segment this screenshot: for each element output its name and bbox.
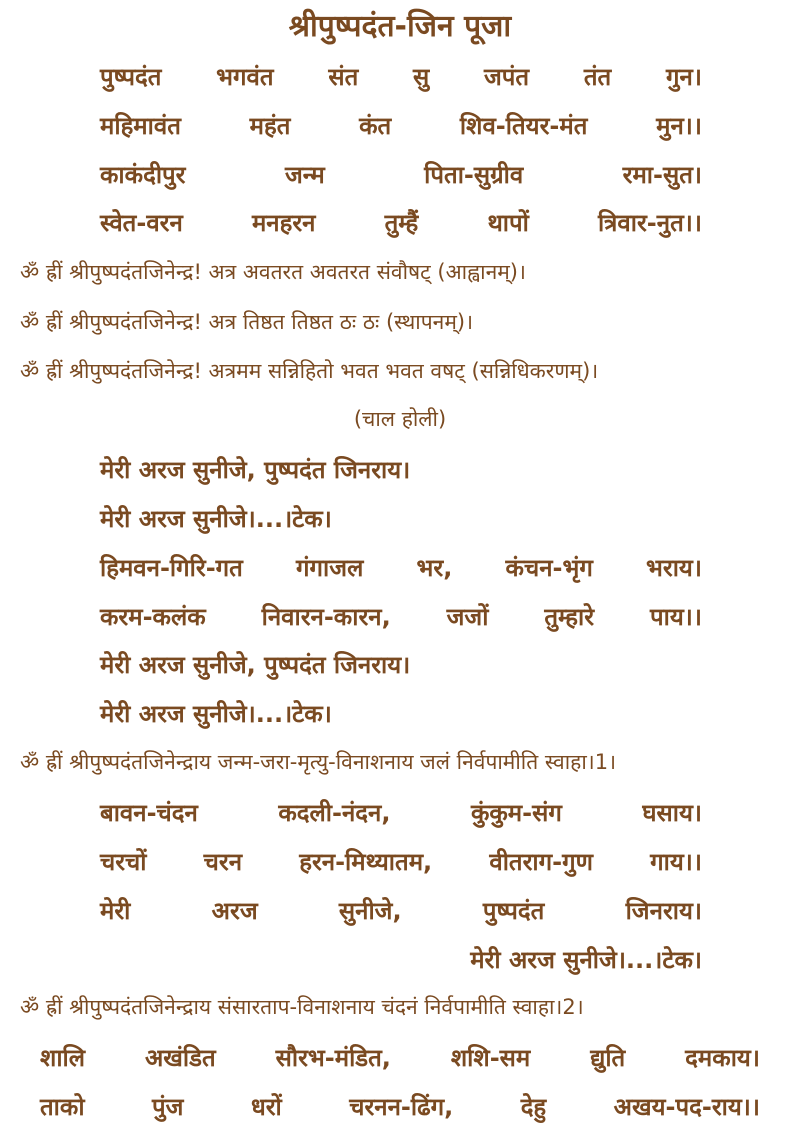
- verse-word: सु: [413, 63, 430, 91]
- verse-line: [100, 206, 702, 239]
- verse-line: [100, 796, 702, 829]
- refrain-line: मेरी अरज सुनीजे।...।टेक।: [470, 946, 702, 974]
- offering-line: ॐ ह्रीं श्रीपुष्पदंतजिनेन्द्राय संसारताप-विनाशनाय चंदनं निर्वपामीति स्वाहा।2।: [20, 995, 584, 1019]
- verse-word: तंत: [583, 63, 612, 91]
- verse-word: गंगाजल: [296, 554, 364, 582]
- refrain-line: मेरी अरज सुनीजे।...।टेक।: [100, 700, 332, 728]
- verse-word: भर,: [416, 554, 453, 582]
- verse-word: शशि-सम: [450, 1044, 531, 1072]
- verse-word: कंत: [359, 112, 392, 140]
- verse-word: रमा-सुत।: [622, 161, 702, 189]
- refrain-line: मेरी अरज सुनीजे, पुष्पदंत जिनराय।: [100, 456, 411, 484]
- tune-label: (चाल होली): [353, 407, 447, 431]
- verse-word: भगवंत: [216, 63, 274, 91]
- verse-word: स्वेत-वरन: [100, 209, 183, 237]
- verse-word: द्युति: [590, 1044, 626, 1072]
- verse-word: गुन।: [665, 63, 702, 91]
- verse-word: चरचों: [100, 848, 147, 876]
- verse-word: हिमवन-गिरि-गत: [100, 554, 243, 582]
- page-title: श्रीपुष्पदंत-जिन पूजा: [288, 9, 512, 44]
- verse-word: धरों: [250, 1093, 282, 1121]
- verse-word: त्रिवार-नुत।।: [597, 209, 702, 237]
- verse-word: महंत: [249, 112, 291, 140]
- verse-word: अरज: [211, 897, 258, 925]
- invocation-line: ॐ ह्रीं श्रीपुष्पदंतजिनेन्द्र! अत्र तिष्ठत तिष्ठत ठः ठः (स्थापनम्)।: [20, 310, 474, 334]
- verse-word: सुनीजे,: [338, 897, 402, 925]
- offering-line: ॐ ह्रीं श्रीपुष्पदंतजिनेन्द्राय जन्म-जरा-मृत्यु-विनाशनाय जलं निर्वपामीति स्वाहा।1।: [20, 750, 617, 774]
- verse-line: [40, 1090, 760, 1123]
- verse-word: वीतराग-गुण: [489, 848, 593, 876]
- verse-word: भराय।: [646, 554, 702, 582]
- verse-word: मुन।।: [656, 112, 702, 140]
- verse-line: [100, 109, 702, 142]
- verse-word: पाय।।: [650, 603, 702, 631]
- verse-word: घसाय।: [642, 799, 702, 827]
- verse-word: चरनन-ढिंग,: [349, 1093, 454, 1121]
- verse-word: कदली-नंदन,: [278, 799, 391, 827]
- verse-word: कंचन-भृंग: [505, 554, 593, 582]
- verse-word: मनहरन: [251, 209, 316, 237]
- verse-word: तुम्हैं: [384, 209, 419, 237]
- verse-word: पुंज: [152, 1093, 184, 1121]
- verse-word: जन्म: [284, 161, 325, 189]
- invocation-line: ॐ ह्रीं श्रीपुष्पदंतजिनेन्द्र! अत्रमम सन्निहितो भवत भवत वषट् (सन्निधिकरणम्)।: [20, 359, 599, 383]
- verse-line: [100, 60, 702, 93]
- verse-word: थापों: [487, 209, 529, 237]
- invocation-line: ॐ ह्रीं श्रीपुष्पदंतजिनेन्द्र! अत्र अवतरत अवतरत संवौषट् (आह्वानम्)।: [20, 260, 526, 284]
- verse-word: देहु: [520, 1093, 547, 1121]
- verse-word: अखय-पद-राय।।: [613, 1093, 760, 1121]
- verse-word: जपंत: [483, 63, 530, 91]
- verse-word: शालि: [40, 1044, 86, 1072]
- verse-word: महिमावंत: [100, 112, 181, 140]
- verse-word: जजों: [446, 603, 489, 631]
- verse-line: [100, 894, 702, 927]
- verse-word: अखंडित: [144, 1044, 216, 1072]
- verse-line: [100, 600, 702, 633]
- verse-word: जिनराय।: [625, 897, 702, 925]
- refrain-line: मेरी अरज सुनीजे, पुष्पदंत जिनराय।: [100, 651, 411, 679]
- verse-word: शिव-तियर-मंत: [459, 112, 588, 140]
- verse-word: पुष्पदंत: [482, 897, 545, 925]
- verse-word: पिता-सुग्रीव: [424, 161, 524, 189]
- verse-word: करम-कलंक: [100, 603, 206, 631]
- refrain-line: मेरी अरज सुनीजे।...।टेक।: [100, 505, 332, 533]
- verse-word: दमकाय।: [685, 1044, 760, 1072]
- verse-word: सौरभ-मंडित,: [275, 1044, 391, 1072]
- verse-word: गाय।।: [650, 848, 702, 876]
- verse-word: संत: [328, 63, 359, 91]
- verse-word: पुष्पदंत: [100, 63, 162, 91]
- verse-word: ताको: [40, 1093, 85, 1121]
- verse-word: हरन-मिथ्यातम,: [299, 848, 433, 876]
- verse-word: मेरी: [100, 897, 131, 925]
- verse-word: निवारन-कारन,: [261, 603, 391, 631]
- verse-word: चरन: [203, 848, 243, 876]
- verse-word: बावन-चंदन: [100, 799, 198, 827]
- verse-line: [100, 845, 702, 878]
- verse-word: काकंदीपुर: [100, 161, 186, 189]
- verse-line: [40, 1041, 760, 1074]
- verse-line: [100, 551, 702, 584]
- verse-word: कुंकुम-संग: [470, 799, 562, 827]
- verse-line: [100, 158, 702, 191]
- verse-word: तुम्हारे: [544, 603, 595, 631]
